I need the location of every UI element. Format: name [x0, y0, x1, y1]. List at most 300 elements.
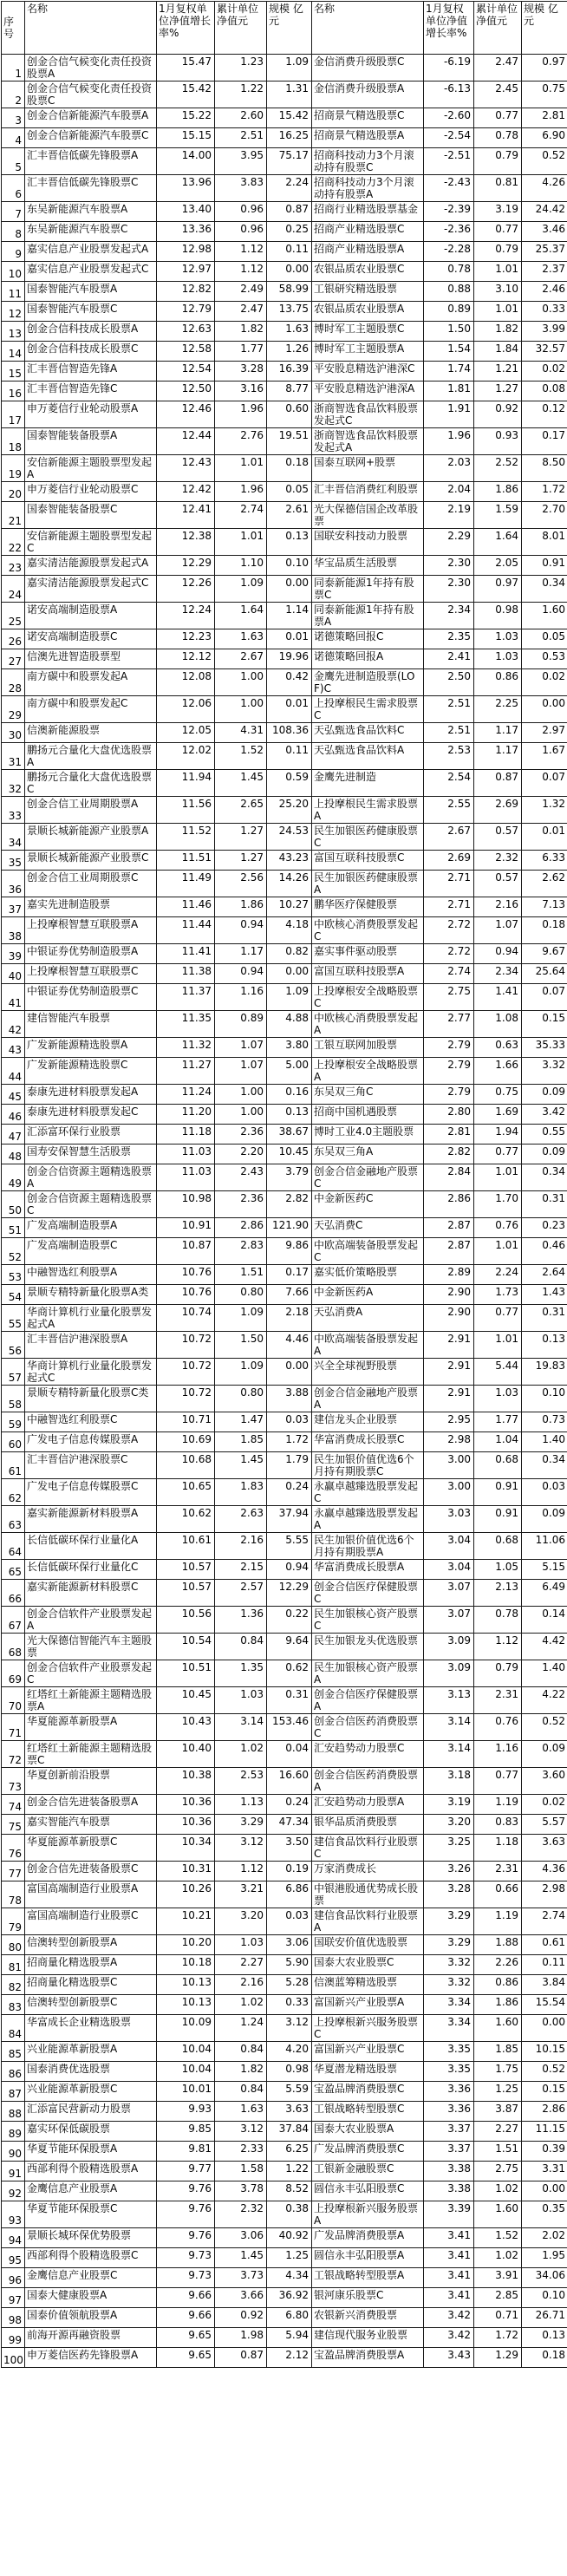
fund-name-cell: 中融智选红利股票A — [25, 1265, 157, 1285]
cum-nav-cell: 0.80 — [215, 1285, 267, 1305]
growth-cell: 12.41 — [157, 502, 215, 529]
index-cell: 39 — [2, 944, 25, 964]
cum-nav-cell: 1.07 — [215, 1058, 267, 1085]
fund-name-cell: 浙商智选食品饮料股票发起式A — [312, 428, 424, 455]
growth-cell: 12.29 — [157, 556, 215, 576]
index-cell: 6 — [2, 175, 25, 202]
growth-cell: 2.79 — [424, 1038, 474, 1058]
growth-cell: 2.67 — [424, 824, 474, 851]
cum-nav-cell: 0.57 — [474, 824, 522, 851]
cum-nav-cell: 0.96 — [215, 202, 267, 222]
scale-cell: 10.27 — [267, 897, 312, 917]
scale-cell: 2.24 — [267, 175, 312, 202]
growth-cell: 3.04 — [424, 1560, 474, 1580]
fund-name-cell: 招商量化精选股票A — [25, 1955, 157, 1975]
fund-name-cell: 创金合信资源主题精选股票C — [25, 1191, 157, 1218]
scale-cell: 25.37 — [522, 242, 567, 262]
growth-cell: 15.42 — [157, 82, 215, 108]
growth-cell: 2.84 — [424, 1164, 474, 1191]
fund-name-cell: 嘉实信息产业股票发起式C — [25, 262, 157, 282]
fund-name-cell: 东吴双三角A — [312, 1145, 424, 1164]
fund-name-cell: 东吴双三角C — [312, 1085, 424, 1105]
fund-name-cell: 国泰大健康股票A — [25, 2288, 157, 2308]
scale-cell: 3.46 — [522, 222, 567, 242]
cum-nav-cell: 0.89 — [215, 1011, 267, 1038]
index-cell: 94 — [2, 2228, 25, 2248]
growth-cell: 10.98 — [157, 1191, 215, 1218]
fund-name-cell: 民生加银价值优选6个月持有期股票A — [312, 1533, 424, 1560]
fund-name-cell: 上投摩根安全战略股票C — [312, 984, 424, 1011]
table-row — [2, 1533, 567, 1560]
cum-nav-cell: 1.10 — [215, 556, 267, 576]
cum-nav-cell: 1.51 — [474, 2142, 522, 2162]
scale-cell: 8.50 — [522, 455, 567, 482]
cum-nav-cell: 3.29 — [215, 1815, 267, 1835]
fund-name-cell: 建信食品饮料行业股票A — [312, 1908, 424, 1935]
cum-nav-cell: 1.01 — [215, 455, 267, 482]
growth-cell: 12.79 — [157, 302, 215, 322]
growth-cell: 3.41 — [424, 2228, 474, 2248]
fund-name-cell: 金信消费升级股票C — [312, 55, 424, 82]
scale-cell: 19.83 — [522, 1359, 567, 1386]
index-cell: 33 — [2, 797, 25, 824]
fund-name-cell: 上投摩根安全战略股票A — [312, 1058, 424, 1085]
growth-cell: 10.57 — [157, 1580, 215, 1607]
growth-cell: -2.36 — [424, 222, 474, 242]
fund-name-cell: 天弘甄选食品饮料A — [312, 743, 424, 770]
cum-nav-cell: 1.23 — [215, 55, 267, 82]
fund-name-cell: 创金合信医药消费股票C — [312, 1714, 424, 1741]
fund-name-cell: 金鹰先进制造 — [312, 770, 424, 797]
cum-nav-cell: 2.69 — [474, 797, 522, 824]
index-cell: 97 — [2, 2288, 25, 2308]
index-cell: 13 — [2, 322, 25, 342]
cum-nav-cell: 1.64 — [215, 603, 267, 629]
cum-nav-cell: 3.83 — [215, 175, 267, 202]
table-row — [2, 1881, 567, 1908]
cum-nav-cell: 0.66 — [474, 1881, 522, 1908]
fund-name-cell: 招商景气精选股票A — [312, 128, 424, 148]
growth-cell: 2.98 — [424, 1432, 474, 1452]
growth-cell: 2.79 — [424, 1085, 474, 1105]
index-cell: 63 — [2, 1506, 25, 1533]
index-cell: 82 — [2, 1975, 25, 1995]
scale-cell: 0.07 — [522, 770, 567, 797]
index-cell: 67 — [2, 1607, 25, 1634]
growth-cell: 2.91 — [424, 1386, 474, 1412]
growth-cell: 2.50 — [424, 669, 474, 696]
cum-nav-cell: 1.59 — [474, 502, 522, 529]
scale-cell: 0.39 — [522, 2142, 567, 2162]
growth-cell: 12.12 — [157, 649, 215, 669]
fund-name-cell: 广发电子信息传媒股票C — [25, 1479, 157, 1506]
growth-cell: 2.19 — [424, 502, 474, 529]
fund-name-cell: 华商计算机行业量化股票发起式C — [25, 1359, 157, 1386]
index-cell: 70 — [2, 1687, 25, 1714]
cum-nav-cell: 1.09 — [215, 1305, 267, 1332]
table-row — [2, 202, 567, 222]
cum-nav-cell: 1.29 — [474, 2348, 522, 2368]
cum-nav-cell: 1.88 — [474, 1935, 522, 1955]
cum-nav-cell: 2.85 — [474, 2288, 522, 2308]
index-cell: 79 — [2, 1908, 25, 1935]
growth-cell: -2.43 — [424, 175, 474, 202]
scale-cell: 3.63 — [522, 1835, 567, 1862]
scale-cell: 121.90 — [267, 1218, 312, 1238]
index-cell: 66 — [2, 1580, 25, 1607]
growth-cell: 3.38 — [424, 2181, 474, 2201]
growth-cell: 10.54 — [157, 1634, 215, 1660]
fund-name-cell: 建信食品饮料行业股票C — [312, 1835, 424, 1862]
scale-cell: 4.36 — [522, 1862, 567, 1881]
fund-name-cell: 中银证券优势制造股票C — [25, 984, 157, 1011]
growth-cell: 3.28 — [424, 1881, 474, 1908]
scale-cell: 3.32 — [522, 1058, 567, 1085]
index-cell: 4 — [2, 128, 25, 148]
scale-cell: 19.51 — [267, 428, 312, 455]
scale-cell: 32.57 — [522, 342, 567, 362]
fund-name-cell: 建信龙头企业股票 — [312, 1412, 424, 1432]
fund-name-cell: 华夏节能环保股票A — [25, 2142, 157, 2162]
cum-nav-cell: 1.03 — [474, 1386, 522, 1412]
scale-cell: 1.95 — [522, 2248, 567, 2268]
scale-cell: 0.01 — [522, 824, 567, 851]
scale-cell: 11.15 — [522, 2122, 567, 2142]
index-cell: 95 — [2, 2248, 25, 2268]
scale-cell: 0.24 — [267, 1795, 312, 1815]
index-cell: 29 — [2, 696, 25, 723]
scale-cell: 0.35 — [522, 2201, 567, 2228]
fund-name-cell: 嘉实先进制造股票 — [25, 897, 157, 917]
cum-nav-cell: 1.75 — [474, 2062, 522, 2082]
scale-cell: 14.26 — [267, 871, 312, 897]
index-cell: 58 — [2, 1386, 25, 1412]
table-row — [2, 2122, 567, 2142]
growth-cell: 2.72 — [424, 917, 474, 944]
cum-nav-cell: 1.83 — [215, 1479, 267, 1506]
cum-nav-cell: 1.82 — [215, 322, 267, 342]
growth-cell: 10.87 — [157, 1238, 215, 1265]
table-row — [2, 262, 567, 282]
fund-name-cell: 上投摩根新兴服务股票A — [312, 2201, 424, 2228]
growth-cell: 9.76 — [157, 2181, 215, 2201]
fund-name-cell: 工银研究精选股票 — [312, 282, 424, 302]
table-row — [2, 2162, 567, 2181]
fund-name-cell: 创金合信先进装备股票A — [25, 1795, 157, 1815]
fund-name-cell: 汇添富环保行业股票 — [25, 1125, 157, 1145]
scale-cell: 2.70 — [522, 502, 567, 529]
scale-cell: 0.02 — [522, 362, 567, 382]
table-row — [2, 1479, 567, 1506]
page — [0, 1, 567, 2368]
fund-name-cell: 汇安趋势动力股票C — [312, 1741, 424, 1768]
scale-cell: 2.12 — [267, 2348, 312, 2368]
growth-cell: 10.74 — [157, 1305, 215, 1332]
growth-cell: 3.04 — [424, 1533, 474, 1560]
scale-cell: 2.02 — [522, 2228, 567, 2248]
cum-nav-cell: 2.05 — [474, 556, 522, 576]
fund-name-cell: 富国高端制造行业股票A — [25, 1881, 157, 1908]
growth-cell: 10.31 — [157, 1862, 215, 1881]
scale-cell: 0.33 — [522, 302, 567, 322]
fund-name-cell: 招商产业精选股票A — [312, 242, 424, 262]
growth-cell: 12.46 — [157, 401, 215, 428]
cum-nav-cell: 3.66 — [215, 2288, 267, 2308]
scale-cell: 4.18 — [267, 917, 312, 944]
table-row — [2, 2015, 567, 2042]
scale-cell: 0.33 — [267, 1995, 312, 2015]
fund-name-cell: 红塔红土新能源主题精选股票A — [25, 1687, 157, 1714]
table-row — [2, 669, 567, 696]
scale-cell: 2.61 — [267, 502, 312, 529]
scale-cell: 0.22 — [267, 1607, 312, 1634]
fund-name-cell: 景顺长城环保优势股票 — [25, 2228, 157, 2248]
table-row — [2, 222, 567, 242]
index-cell: 92 — [2, 2181, 25, 2201]
index-cell: 2 — [2, 82, 25, 108]
fund-name-cell: 华夏能源革新股票C — [25, 1835, 157, 1862]
growth-cell: 12.42 — [157, 482, 215, 502]
scale-cell: 5.90 — [267, 1955, 312, 1975]
fund-name-cell: 华夏能源革新股票A — [25, 1714, 157, 1741]
growth-cell: 3.39 — [424, 2201, 474, 2228]
fund-name-cell: 国泰大农业股票A — [312, 2122, 424, 2142]
growth-cell: 2.87 — [424, 1238, 474, 1265]
index-cell: 60 — [2, 1432, 25, 1452]
scale-cell: 26.71 — [522, 2308, 567, 2328]
table-row — [2, 1038, 567, 1058]
cum-nav-cell: 1.63 — [215, 629, 267, 649]
table-row — [2, 1634, 567, 1660]
cum-nav-cell: 1.82 — [215, 2062, 267, 2082]
cum-nav-cell: 0.79 — [474, 148, 522, 175]
growth-cell: 12.43 — [157, 455, 215, 482]
cum-nav-cell: 1.86 — [215, 897, 267, 917]
growth-cell: 1.54 — [424, 342, 474, 362]
scale-cell: 0.87 — [267, 202, 312, 222]
index-cell: 54 — [2, 1285, 25, 1305]
scale-cell: 0.13 — [267, 1105, 312, 1125]
growth-cell: 10.21 — [157, 1908, 215, 1935]
fund-name-cell: 景顺专精特新量化股票A类 — [25, 1285, 157, 1305]
fund-name-cell: 嘉实事件驱动股票 — [312, 944, 424, 964]
cum-nav-cell: 1.85 — [474, 2042, 522, 2062]
cum-nav-cell: 1.47 — [215, 1412, 267, 1432]
fund-name-cell: 信澳转型创新股票A — [25, 1935, 157, 1955]
cum-nav-cell: 3.06 — [215, 2228, 267, 2248]
growth-cell: 3.35 — [424, 2062, 474, 2082]
scale-cell: 0.10 — [267, 556, 312, 576]
fund-name-cell: 信澳先进智造股票型 — [25, 649, 157, 669]
growth-cell: 12.82 — [157, 282, 215, 302]
growth-cell: 3.09 — [424, 1634, 474, 1660]
scale-cell: 1.14 — [267, 603, 312, 629]
scale-cell: 5.00 — [267, 1058, 312, 1085]
scale-cell: 0.00 — [267, 576, 312, 603]
growth-cell: 3.03 — [424, 1506, 474, 1533]
index-cell: 74 — [2, 1795, 25, 1815]
growth-cell: 3.37 — [424, 2122, 474, 2142]
cum-nav-cell: 1.36 — [215, 1607, 267, 1634]
index-cell: 52 — [2, 1238, 25, 1265]
fund-name-cell: 农银品质农业股票A — [312, 302, 424, 322]
growth-cell: 11.03 — [157, 1164, 215, 1191]
fund-name-cell: 国泰智能装备股票C — [25, 502, 157, 529]
cum-nav-cell: 0.77 — [474, 222, 522, 242]
index-cell: 77 — [2, 1862, 25, 1881]
growth-cell: 3.26 — [424, 1862, 474, 1881]
scale-cell: 3.79 — [267, 1164, 312, 1191]
growth-cell: 10.65 — [157, 1479, 215, 1506]
fund-name-cell: 汇丰晋信低碳先锋股票C — [25, 175, 157, 202]
cum-nav-cell: 1.17 — [474, 723, 522, 743]
cum-nav-cell: 1.00 — [215, 1085, 267, 1105]
fund-name-cell: 汇丰晋信沪港深股票A — [25, 1332, 157, 1359]
scale-cell: 75.17 — [267, 148, 312, 175]
fund-name-cell: 广发品牌消费股票C — [312, 2142, 424, 2162]
table-row — [2, 1145, 567, 1164]
table-row — [2, 529, 567, 556]
table-row — [2, 2062, 567, 2082]
table-row — [2, 2328, 567, 2348]
fund-name-cell: 创金合信工业周期股票A — [25, 797, 157, 824]
cum-nav-cell: 2.74 — [215, 502, 267, 529]
fund-name-cell: 中融智选红利股票C — [25, 1412, 157, 1432]
scale-cell: 0.34 — [522, 1164, 567, 1191]
cum-nav-cell: 1.72 — [474, 2328, 522, 2348]
index-cell: 43 — [2, 1038, 25, 1058]
growth-cell: 3.00 — [424, 1452, 474, 1479]
col-header-scale-left: 规模 亿元 — [267, 2, 312, 55]
index-cell: 83 — [2, 1995, 25, 2015]
fund-name-cell: 诺德策略回报A — [312, 649, 424, 669]
cum-nav-cell: 2.76 — [215, 428, 267, 455]
cum-nav-cell: 0.97 — [474, 576, 522, 603]
fund-name-cell: 招商科技动力3个月滚动持有股票A — [312, 175, 424, 202]
index-cell: 90 — [2, 2142, 25, 2162]
scale-cell: 3.60 — [522, 1768, 567, 1795]
growth-cell: 10.13 — [157, 1975, 215, 1995]
cum-nav-cell: 0.68 — [474, 1452, 522, 1479]
cum-nav-cell: 2.47 — [474, 55, 522, 82]
table-row — [2, 128, 567, 148]
table-row — [2, 824, 567, 851]
scale-cell: 19.96 — [267, 649, 312, 669]
scale-cell: 1.43 — [522, 1285, 567, 1305]
scale-cell: 0.09 — [522, 1741, 567, 1768]
table-row — [2, 502, 567, 529]
index-cell: 85 — [2, 2042, 25, 2062]
index-cell: 59 — [2, 1412, 25, 1432]
growth-cell: 2.95 — [424, 1412, 474, 1432]
table-row — [2, 1795, 567, 1815]
scale-cell: 1.26 — [267, 342, 312, 362]
scale-cell: 6.25 — [267, 2142, 312, 2162]
cum-nav-cell: 0.77 — [474, 108, 522, 128]
table-row — [2, 382, 567, 401]
table-row — [2, 1660, 567, 1687]
cum-nav-cell: 1.84 — [474, 342, 522, 362]
table-row — [2, 696, 567, 723]
fund-name-cell: 创金合信先进装备股票C — [25, 1862, 157, 1881]
growth-cell: 11.46 — [157, 897, 215, 917]
fund-name-cell: 富国互联科技股票A — [312, 964, 424, 984]
scale-cell: 3.06 — [267, 1935, 312, 1955]
col-header-index: 序号 — [2, 2, 25, 55]
cum-nav-cell: 3.20 — [215, 1908, 267, 1935]
growth-cell: 2.81 — [424, 1125, 474, 1145]
index-cell: 25 — [2, 603, 25, 629]
cum-nav-cell: 2.65 — [215, 797, 267, 824]
fund-name-cell: 永赢卓越臻选股票发起C — [312, 1479, 424, 1506]
scale-cell: 0.10 — [522, 2288, 567, 2308]
table-row — [2, 1995, 567, 2015]
fund-name-cell: 广发新能源精选股票A — [25, 1038, 157, 1058]
index-cell: 28 — [2, 669, 25, 696]
cum-nav-cell: 2.32 — [474, 851, 522, 871]
growth-cell: 2.71 — [424, 897, 474, 917]
fund-name-cell: 富国新兴产业股票A — [312, 1995, 424, 2015]
index-cell: 50 — [2, 1191, 25, 1218]
fund-name-cell: 诺安高端制造股票C — [25, 629, 157, 649]
cum-nav-cell: 3.12 — [215, 2122, 267, 2142]
scale-cell: 0.34 — [522, 576, 567, 603]
growth-cell: 12.05 — [157, 723, 215, 743]
cum-nav-cell: 1.52 — [474, 2228, 522, 2248]
scale-cell: 0.10 — [522, 1386, 567, 1412]
index-cell: 36 — [2, 871, 25, 897]
cum-nav-cell: 1.96 — [215, 401, 267, 428]
scale-cell: 0.11 — [267, 242, 312, 262]
fund-name-cell: 申万菱信行业轮动股票C — [25, 482, 157, 502]
scale-cell: 108.36 — [267, 723, 312, 743]
cum-nav-cell: 0.77 — [474, 1145, 522, 1164]
cum-nav-cell: 1.00 — [215, 1105, 267, 1125]
scale-cell: 25.20 — [267, 797, 312, 824]
fund-name-cell: 民生加银龙头优选股票 — [312, 1634, 424, 1660]
fund-name-cell: 金信消费升级股票A — [312, 82, 424, 108]
cum-nav-cell: 1.45 — [215, 770, 267, 797]
growth-cell: 3.29 — [424, 1908, 474, 1935]
fund-name-cell: 博时军工主题股票A — [312, 342, 424, 362]
scale-cell: 0.98 — [267, 2062, 312, 2082]
cum-nav-cell: 0.94 — [215, 964, 267, 984]
index-cell: 10 — [2, 262, 25, 282]
cum-nav-cell: 1.77 — [215, 342, 267, 362]
cum-nav-cell: 1.03 — [474, 629, 522, 649]
table-row — [2, 2201, 567, 2228]
scale-cell: 5.59 — [267, 2082, 312, 2102]
cum-nav-cell: 3.95 — [215, 148, 267, 175]
fund-name-cell: 汇丰晋信低碳先锋股票A — [25, 148, 157, 175]
table-row — [2, 108, 567, 128]
fund-name-cell: 光大保德信国企改革股票 — [312, 502, 424, 529]
cum-nav-cell: 2.86 — [215, 1218, 267, 1238]
fund-name-cell: 华商计算机行业量化股票发起式A — [25, 1305, 157, 1332]
growth-cell: -6.13 — [424, 82, 474, 108]
fund-name-cell: 中欧高端装备股票发起A — [312, 1332, 424, 1359]
growth-cell: 12.63 — [157, 322, 215, 342]
cum-nav-cell: 1.12 — [474, 1634, 522, 1660]
fund-name-cell: 工银新金融股票C — [312, 2162, 424, 2181]
col-header-cum-nav-right: 累计单位净值元 — [474, 2, 522, 55]
fund-name-cell: 创金合信医药消费股票A — [312, 1768, 424, 1795]
growth-cell: 2.29 — [424, 529, 474, 556]
cum-nav-cell: 1.60 — [474, 2201, 522, 2228]
table-row — [2, 603, 567, 629]
scale-cell: 1.79 — [267, 1452, 312, 1479]
growth-cell: -2.51 — [424, 148, 474, 175]
